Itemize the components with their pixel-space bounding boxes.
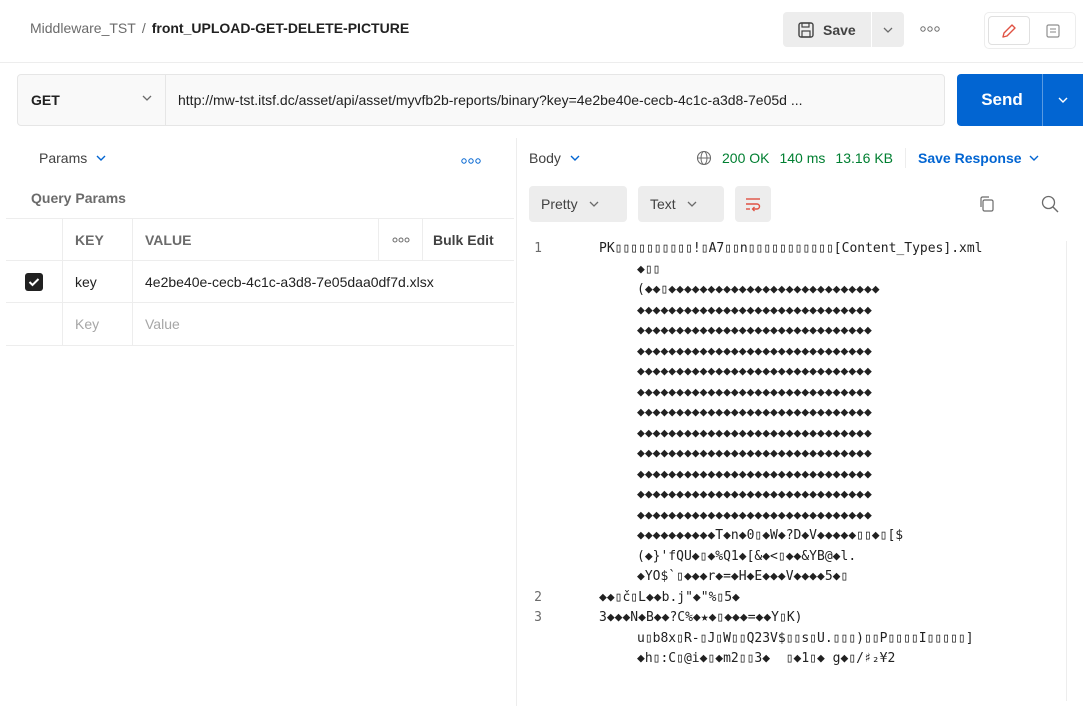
code-line: ◆◆◆◆◆◆◆◆◆◆T◆n◆0▯◆W◆?D◆V◆◆◆◆◆▯▯◆▯[$ xyxy=(637,528,904,543)
edit-mode-button[interactable] xyxy=(988,16,1030,45)
header-check-cell xyxy=(6,219,63,260)
content-type-label: Text xyxy=(650,196,676,212)
code-line: ◆◆◆◆◆◆◆◆◆◆◆◆◆◆◆◆◆◆◆◆◆◆◆◆◆◆◆◆◆◆ xyxy=(637,364,872,379)
checkmark-icon xyxy=(28,277,40,287)
method-label: GET xyxy=(31,92,60,108)
body-tab-label: Body xyxy=(529,150,561,166)
response-size[interactable]: 13.16 KB xyxy=(835,150,894,166)
code-line: ◆◆◆◆◆◆◆◆◆◆◆◆◆◆◆◆◆◆◆◆◆◆◆◆◆◆◆◆◆◆ xyxy=(637,446,872,461)
copy-icon xyxy=(978,195,996,213)
save-button[interactable] xyxy=(783,12,871,47)
send-button[interactable] xyxy=(957,74,1083,126)
content-type-select[interactable] xyxy=(638,186,724,222)
save-options-button[interactable] xyxy=(872,12,904,47)
code-line: ◆◆◆◆◆◆◆◆◆◆◆◆◆◆◆◆◆◆◆◆◆◆◆◆◆◆◆◆◆◆ xyxy=(637,323,872,338)
breadcrumb xyxy=(30,20,409,36)
code-line: ◆◆◆◆◆◆◆◆◆◆◆◆◆◆◆◆◆◆◆◆◆◆◆◆◆◆◆◆◆◆ xyxy=(637,425,872,441)
new-param-check-cell xyxy=(6,303,63,345)
column-options-button[interactable] xyxy=(379,219,423,260)
format-select[interactable] xyxy=(529,186,627,222)
code-line: ◆YO$`▯◆◆◆r◆=◆H◆E◆◆◆V◆◆◆◆5◆▯ xyxy=(637,569,849,584)
chevron-down-icon xyxy=(141,94,153,102)
query-params-table xyxy=(6,218,514,346)
table-row xyxy=(6,303,514,346)
params-more-button[interactable] xyxy=(460,152,482,168)
chevron-down-icon xyxy=(588,200,600,208)
editor-scrollbar-track[interactable] xyxy=(1066,241,1067,701)
status-code[interactable]: 200 OK xyxy=(722,150,770,166)
code-line: ◆◆▯č▯L◆◆b.j"◆"%▯5◆ xyxy=(599,589,740,605)
request-name[interactable]: front_UPLOAD-GET-DELETE-PICTURE xyxy=(151,20,410,36)
view-mode-toggle xyxy=(984,12,1076,49)
save-icon xyxy=(797,21,815,39)
method-select[interactable] xyxy=(18,75,166,125)
code-line: u▯b8x▯R-▯J▯W▯▯Q23V$▯▯s▯U.▯▯▯)▯▯P▯▯▯▯I▯▯▯▯▯] xyxy=(637,630,974,646)
chevron-down-icon xyxy=(95,154,107,162)
code-line: ◆◆◆◆◆◆◆◆◆◆◆◆◆◆◆◆◆◆◆◆◆◆◆◆◆◆◆◆◆◆ xyxy=(637,466,872,482)
url-input[interactable]: http://mw-tst.itsf.dc/asset/api/asset/myvfb2b-reports/binary?key=4e2be40e-cecb-4c1c-a3d8-7e05d ... xyxy=(178,92,803,108)
column-header-key: KEY xyxy=(63,219,133,260)
line-number: 3 xyxy=(534,610,542,625)
code-line: ◆◆◆◆◆◆◆◆◆◆◆◆◆◆◆◆◆◆◆◆◆◆◆◆◆◆◆◆◆◆ xyxy=(637,405,872,420)
code-line: ◆◆◆◆◆◆◆◆◆◆◆◆◆◆◆◆◆◆◆◆◆◆◆◆◆◆◆◆◆◆ xyxy=(637,384,872,400)
divider xyxy=(905,148,906,168)
response-meta xyxy=(696,148,1040,168)
save-label: Save xyxy=(823,21,856,38)
more-dots-icon xyxy=(919,25,941,33)
documentation-mode-button[interactable] xyxy=(1035,16,1071,45)
code-line: ◆▯▯ xyxy=(637,261,661,277)
breadcrumb-separator: / xyxy=(141,20,146,36)
save-response-label: Save Response xyxy=(918,150,1022,166)
search-button[interactable] xyxy=(1040,194,1060,217)
format-label: Pretty xyxy=(541,196,578,212)
more-dots-icon xyxy=(460,157,482,165)
breadcrumb-collection[interactable]: Middleware_TST xyxy=(30,20,136,36)
chevron-down-icon xyxy=(1057,96,1069,104)
code-line: ◆◆◆◆◆◆◆◆◆◆◆◆◆◆◆◆◆◆◆◆◆◆◆◆◆◆◆◆◆◆ xyxy=(637,343,872,359)
bulk-edit-button[interactable]: Bulk Edit xyxy=(433,231,494,248)
globe-icon[interactable] xyxy=(696,150,712,166)
pencil-icon xyxy=(1000,22,1018,40)
send-options-button[interactable] xyxy=(1043,96,1083,104)
new-param-key-input[interactable]: Key xyxy=(63,303,133,345)
document-icon xyxy=(1045,23,1061,39)
response-pane xyxy=(518,138,1083,706)
table-row xyxy=(6,261,514,303)
request-header xyxy=(0,0,1083,63)
code-line: (◆}'fQU◆▯◆%Q1◆[&◆<▯◆◆&YB@◆l. xyxy=(637,548,857,564)
query-params-title: Query Params xyxy=(31,190,126,206)
params-pane xyxy=(0,138,517,706)
search-icon xyxy=(1040,194,1060,214)
tab-body[interactable] xyxy=(529,150,581,166)
request-bar xyxy=(17,74,945,126)
code-line: ◆◆◆◆◆◆◆◆◆◆◆◆◆◆◆◆◆◆◆◆◆◆◆◆◆◆◆◆◆◆ xyxy=(637,302,872,318)
save-response-button[interactable] xyxy=(918,150,1040,166)
code-line: ◆◆◆◆◆◆◆◆◆◆◆◆◆◆◆◆◆◆◆◆◆◆◆◆◆◆◆◆◆◆ xyxy=(637,487,872,502)
new-param-value-input[interactable]: Value xyxy=(145,316,180,332)
wrap-lines-button[interactable] xyxy=(735,186,771,222)
param-enabled-checkbox[interactable] xyxy=(25,273,43,291)
wrap-lines-icon xyxy=(744,196,762,212)
chevron-down-icon xyxy=(686,200,698,208)
table-header-row xyxy=(6,219,514,261)
copy-button[interactable] xyxy=(978,195,996,216)
param-value-cell[interactable]: 4e2be40e-cecb-4c1c-a3d8-7e05daa0df7d.xlsx xyxy=(145,273,434,290)
code-line: 3◆◆◆N◆B◆◆?C%◆★◆▯◆◆◆=◆◆Y▯K) xyxy=(599,610,803,625)
code-line: (◆◆▯◆◆◆◆◆◆◆◆◆◆◆◆◆◆◆◆◆◆◆◆◆◆◆◆◆◆◆ xyxy=(637,282,880,297)
line-number: 1 xyxy=(534,241,542,256)
more-options-button[interactable] xyxy=(915,19,945,39)
params-tab-label: Params xyxy=(39,150,88,166)
send-label: Send xyxy=(981,90,1023,109)
line-number: 2 xyxy=(534,589,542,605)
column-header-value: VALUE xyxy=(133,219,379,260)
chevron-down-icon xyxy=(882,26,894,34)
more-dots-icon xyxy=(391,236,411,244)
response-time[interactable]: 140 ms xyxy=(779,150,826,166)
code-line: PK▯▯▯▯▯▯▯▯▯▯!▯A7▯▯n▯▯▯▯▯▯▯▯▯▯▯[Content_Types].xml xyxy=(599,241,983,256)
param-enabled-cell xyxy=(6,261,63,302)
code-line: ◆h▯:C▯@i◆▯◆m2▯▯3◆ ▯◆1▯◆ g◆▯/♯₂¥2 xyxy=(637,651,896,666)
chevron-down-icon xyxy=(569,154,581,162)
tab-params[interactable] xyxy=(39,150,107,166)
chevron-down-icon xyxy=(1028,154,1040,162)
code-line: ◆◆◆◆◆◆◆◆◆◆◆◆◆◆◆◆◆◆◆◆◆◆◆◆◆◆◆◆◆◆ xyxy=(637,507,872,523)
param-key-cell[interactable]: key xyxy=(63,261,133,302)
